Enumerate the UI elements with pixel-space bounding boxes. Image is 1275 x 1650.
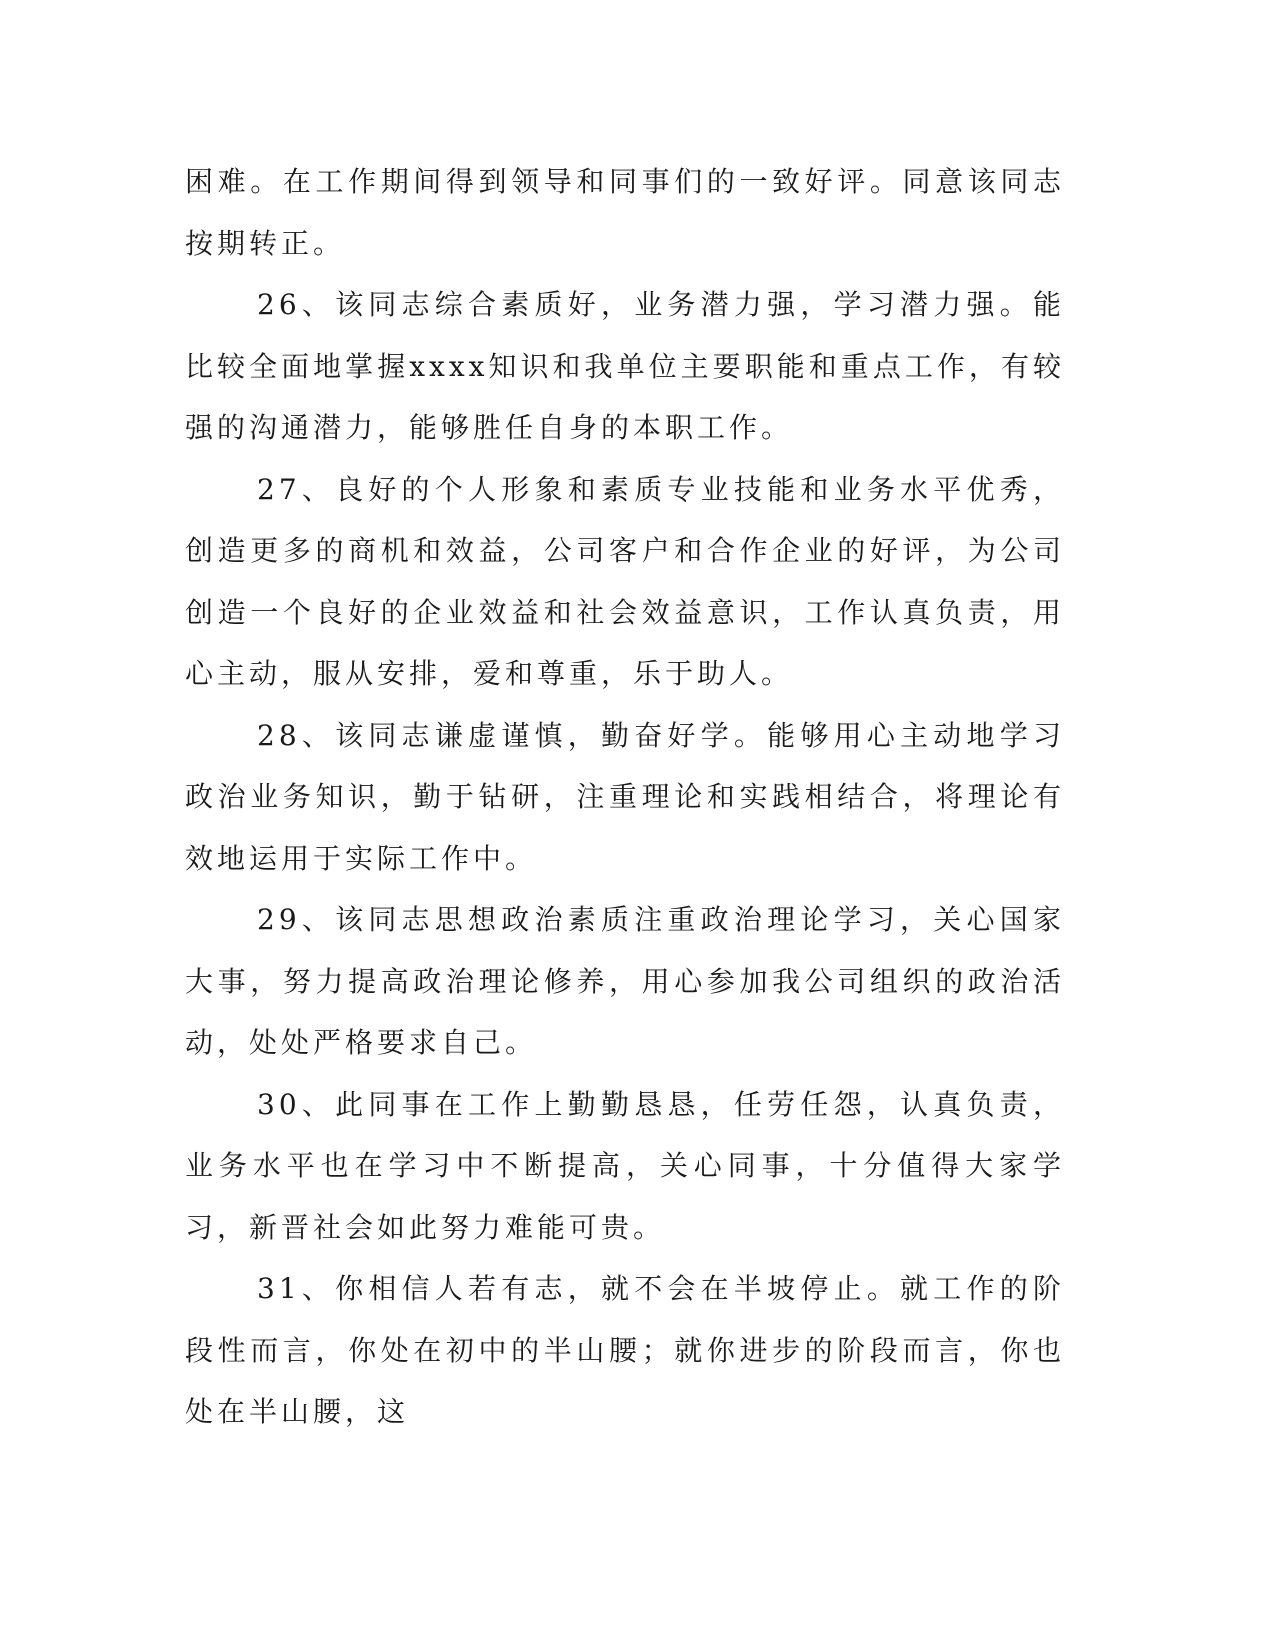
paragraph-30: 30、此同事在工作上勤勤恳恳，任劳任怨，认真负责，业务水平也在学习中不断提高，关心同事，十分值得大家学习，新晋社会如此努力难能可贵。 bbox=[185, 1087, 1065, 1244]
paragraph-26: 26、该同志综合素质好，业务潜力强，学习潜力强。能比较全面地掌握xxxx知识和我单位主要职能和重点工作，有较强的沟通潜力，能够胜任自身的本职工作。 bbox=[185, 288, 1065, 444]
paragraph-28: 28、该同志谦虚谨慎，勤奋好学。能够用心主动地学习政治业务知识，勤于钻研，注重理论和实践相结合，将理论有效地运用于实际工作中。 bbox=[185, 718, 1065, 875]
paragraph-27: 27、良好的个人形象和素质专业技能和业务水平优秀，创造更多的商机和效益，公司客户和合作企业的好评，为公司创造一个良好的企业效益和社会效益意识，工作认真负责，用心主动，服从安排，爱和尊重，乐于助人。 bbox=[185, 472, 1065, 690]
paragraph-31: 31、你相信人若有志，就不会在半坡停止。就工作的阶段性而言，你处在初中的半山腰；就你进步的阶段而言，你也处在半山腰，这 bbox=[185, 1272, 1065, 1428]
paragraph-25-continuation: 困难。在工作期间得到领导和同事们的一致好评。同意该同志按期转正。 bbox=[185, 165, 1065, 260]
document-body bbox=[185, 151, 1065, 1443]
paragraph-29: 29、该同志思想政治素质注重政治理论学习，关心国家大事，努力提高政治理论修养，用心参加我公司组织的政治活动，处处严格要求自己。 bbox=[185, 903, 1065, 1059]
